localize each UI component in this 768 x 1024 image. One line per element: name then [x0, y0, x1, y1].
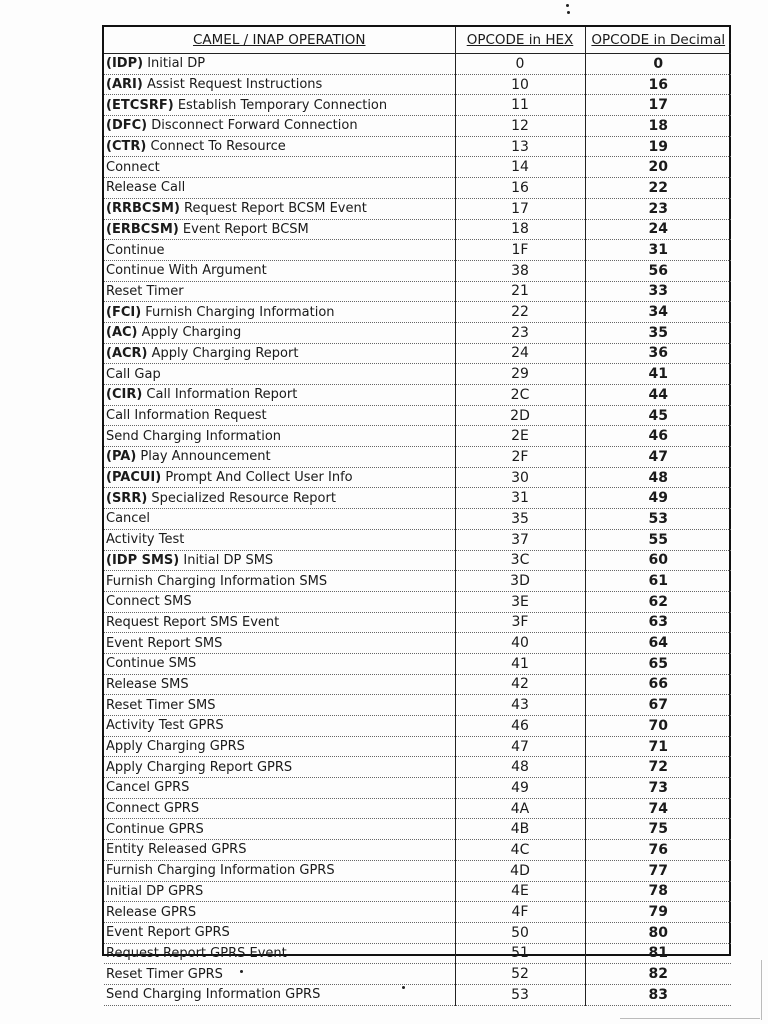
- operation-name: Apply Charging: [141, 325, 242, 341]
- opcode-decimal-cell: 64: [585, 633, 731, 654]
- opcode-decimal-cell: 78: [585, 881, 731, 902]
- opcode-hex-cell: 12: [455, 116, 585, 137]
- operation-cell: [104, 860, 455, 881]
- opcode-hex-cell: 10: [455, 74, 585, 95]
- opcode-decimal-cell: 76: [585, 840, 731, 861]
- table-row: [104, 509, 731, 530]
- table-row: [104, 591, 731, 612]
- operation-cell: [104, 674, 455, 695]
- operation-name: Reset Timer GPRS: [106, 966, 223, 982]
- opcode-decimal-cell: 74: [585, 798, 731, 819]
- opcode-decimal-cell: 20: [585, 157, 731, 178]
- operation-cell: [104, 550, 455, 571]
- opcode-decimal-cell: 70: [585, 716, 731, 737]
- operation-cell: [104, 116, 455, 137]
- table-row: [104, 136, 731, 157]
- opcode-hex-cell: 23: [455, 322, 585, 343]
- operation-cell: [104, 178, 455, 199]
- table-row: [104, 798, 731, 819]
- table-row: [104, 405, 731, 426]
- table-row: [104, 488, 731, 509]
- opcode-decimal-cell: 62: [585, 591, 731, 612]
- opcode-table-frame: [102, 25, 731, 1003]
- operation-cell: [104, 819, 455, 840]
- opcode-decimal-cell: 22: [585, 178, 731, 199]
- operation-name: Prompt And Collect User Info: [165, 470, 353, 486]
- operation-cell: [104, 364, 455, 385]
- opcode-hex-cell: 40: [455, 633, 585, 654]
- operation-cell: [104, 198, 455, 219]
- operation-cell: [104, 943, 455, 964]
- operation-name: Send Charging Information GPRS: [106, 987, 321, 1003]
- operation-cell: [104, 633, 455, 654]
- opcode-hex-cell: 38: [455, 260, 585, 281]
- opcode-hex-cell: 4C: [455, 840, 585, 861]
- operation-name: Cancel GPRS: [106, 780, 190, 796]
- table-row: [104, 240, 731, 261]
- table-header-row: [104, 27, 731, 54]
- opcode-decimal-cell: 44: [585, 385, 731, 406]
- operation-name: Continue With Argument: [106, 263, 267, 279]
- operation-name: Release Call: [106, 180, 186, 196]
- opcode-hex-cell: 47: [455, 736, 585, 757]
- opcode-hex-cell: 35: [455, 509, 585, 530]
- operation-name: Initial DP GPRS: [106, 883, 204, 899]
- operation-cell: [104, 447, 455, 468]
- operation-cell: [104, 405, 455, 426]
- operation-name: Request Report SMS Event: [106, 614, 280, 630]
- table-row: [104, 364, 731, 385]
- scan-speck: [567, 11, 570, 14]
- operation-cell: [104, 840, 455, 861]
- page-edge-bottom: [620, 1018, 760, 1019]
- opcode-decimal-cell: 79: [585, 902, 731, 923]
- table-row: [104, 653, 731, 674]
- opcode-hex-cell: 4F: [455, 902, 585, 923]
- operation-name: Initial DP: [147, 56, 206, 72]
- operation-name: Event Report SMS: [106, 635, 223, 651]
- opcode-hex-cell: 2E: [455, 426, 585, 447]
- operation-name: Initial DP SMS: [183, 552, 274, 568]
- opcode-hex-cell: 0: [455, 54, 585, 75]
- operation-name: Activity Test: [106, 532, 185, 548]
- opcode-decimal-cell: 24: [585, 219, 731, 240]
- operation-cell: [104, 95, 455, 116]
- opcode-decimal-cell: 53: [585, 509, 731, 530]
- operation-cell: [104, 302, 455, 323]
- operation-name: Disconnect Forward Connection: [151, 118, 358, 134]
- opcode-hex-cell: 3E: [455, 591, 585, 612]
- table-row: [104, 95, 731, 116]
- opcode-hex-cell: 49: [455, 778, 585, 799]
- operation-cell: [104, 571, 455, 592]
- opcode-decimal-cell: 18: [585, 116, 731, 137]
- opcode-hex-cell: 1F: [455, 240, 585, 261]
- opcode-hex-cell: 3F: [455, 612, 585, 633]
- table-row: [104, 157, 731, 178]
- operation-name: Furnish Charging Information SMS: [106, 573, 328, 589]
- table-row: [104, 716, 731, 737]
- table-row: [104, 447, 731, 468]
- table-row: [104, 778, 731, 799]
- opcode-decimal-cell: 67: [585, 695, 731, 716]
- operation-name: Connect SMS: [106, 594, 192, 610]
- operation-name: Call Information Report: [146, 387, 298, 403]
- table-row: [104, 260, 731, 281]
- operation-name: Entity Released GPRS: [106, 842, 247, 858]
- operation-name: Apply Charging Report GPRS: [106, 759, 293, 775]
- opcode-decimal-cell: 65: [585, 653, 731, 674]
- table-row: [104, 922, 731, 943]
- table-row: [104, 633, 731, 654]
- operation-abbreviation: (FCI): [106, 304, 142, 320]
- operation-name: Call Gap: [106, 366, 161, 382]
- operation-abbreviation: (PA): [106, 449, 137, 465]
- table-row: [104, 302, 731, 323]
- opcode-hex-cell: 3D: [455, 571, 585, 592]
- table-row: [104, 860, 731, 881]
- opcode-decimal-cell: 41: [585, 364, 731, 385]
- header-opcode-hex: OPCODE in HEX: [455, 27, 585, 54]
- operation-name: Connect GPRS: [106, 801, 200, 817]
- operation-cell: [104, 54, 455, 75]
- operation-cell: [104, 736, 455, 757]
- operation-name: Reset Timer SMS: [106, 697, 216, 713]
- opcode-hex-cell: 53: [455, 984, 585, 1005]
- operation-cell: [104, 260, 455, 281]
- opcode-hex-cell: 2C: [455, 385, 585, 406]
- operation-name: Assist Request Instructions: [146, 77, 323, 93]
- page-edge-right: [761, 960, 762, 1020]
- operation-abbreviation: (IDP SMS): [106, 552, 180, 568]
- table-row: [104, 54, 731, 75]
- table-row: [104, 881, 731, 902]
- table-row: [104, 281, 731, 302]
- opcode-hex-cell: 4A: [455, 798, 585, 819]
- opcode-decimal-cell: 45: [585, 405, 731, 426]
- opcode-decimal-cell: 81: [585, 943, 731, 964]
- table-row: [104, 571, 731, 592]
- operation-cell: [104, 136, 455, 157]
- operation-abbreviation: (RRBCSM): [106, 201, 180, 217]
- opcode-decimal-cell: 75: [585, 819, 731, 840]
- opcode-decimal-cell: 83: [585, 984, 731, 1005]
- operation-cell: [104, 322, 455, 343]
- operation-cell: [104, 509, 455, 530]
- operation-cell: [104, 529, 455, 550]
- table-row: [104, 178, 731, 199]
- operation-name: Send Charging Information: [106, 428, 282, 444]
- opcode-decimal-cell: 36: [585, 343, 731, 364]
- table-row: [104, 674, 731, 695]
- opcode-decimal-cell: 72: [585, 757, 731, 778]
- operation-name: Cancel: [106, 511, 151, 527]
- operation-name: Play Announcement: [140, 449, 271, 465]
- operation-name: Call Information Request: [106, 408, 267, 424]
- operation-cell: [104, 902, 455, 923]
- table-row: [104, 343, 731, 364]
- operation-name: Request Report GPRS Event: [106, 945, 287, 961]
- table-row: [104, 219, 731, 240]
- table-row: [104, 529, 731, 550]
- opcode-decimal-cell: 34: [585, 302, 731, 323]
- opcode-table: [104, 27, 731, 1006]
- table-row: [104, 74, 731, 95]
- opcode-hex-cell: 43: [455, 695, 585, 716]
- operation-cell: [104, 881, 455, 902]
- opcode-decimal-cell: 23: [585, 198, 731, 219]
- opcode-hex-cell: 21: [455, 281, 585, 302]
- operation-name: Continue: [106, 242, 165, 258]
- operation-cell: [104, 757, 455, 778]
- operation-name: Connect To Resource: [150, 139, 286, 155]
- operation-abbreviation: (CTR): [106, 139, 147, 155]
- operation-abbreviation: (ETCSRF): [106, 97, 174, 113]
- operation-name: Event Report BCSM: [182, 221, 309, 237]
- operation-cell: [104, 467, 455, 488]
- opcode-decimal-cell: 60: [585, 550, 731, 571]
- opcode-hex-cell: 31: [455, 488, 585, 509]
- opcode-hex-cell: 29: [455, 364, 585, 385]
- opcode-decimal-cell: 16: [585, 74, 731, 95]
- opcode-hex-cell: 4D: [455, 860, 585, 881]
- operation-cell: [104, 240, 455, 261]
- opcode-hex-cell: 24: [455, 343, 585, 364]
- operation-name: Continue SMS: [106, 656, 197, 672]
- operation-cell: [104, 488, 455, 509]
- operation-cell: [104, 653, 455, 674]
- opcode-decimal-cell: 46: [585, 426, 731, 447]
- opcode-hex-cell: 50: [455, 922, 585, 943]
- operation-cell: [104, 798, 455, 819]
- opcode-hex-cell: 37: [455, 529, 585, 550]
- operation-cell: [104, 984, 455, 1005]
- operation-name: Establish Temporary Connection: [177, 97, 388, 113]
- table-row: [104, 198, 731, 219]
- operation-cell: [104, 219, 455, 240]
- operation-cell: [104, 343, 455, 364]
- opcode-hex-cell: 2F: [455, 447, 585, 468]
- operation-cell: [104, 964, 455, 985]
- header-opcode-decimal: OPCODE in Decimal: [585, 27, 731, 54]
- opcode-hex-cell: 42: [455, 674, 585, 695]
- table-row: [104, 736, 731, 757]
- operation-cell: [104, 716, 455, 737]
- table-row: [104, 964, 731, 985]
- table-row: [104, 426, 731, 447]
- opcode-decimal-cell: 35: [585, 322, 731, 343]
- operation-cell: [104, 591, 455, 612]
- opcode-hex-cell: 2D: [455, 405, 585, 426]
- opcode-hex-cell: 16: [455, 178, 585, 199]
- opcode-decimal-cell: 19: [585, 136, 731, 157]
- operation-name: Apply Charging GPRS: [106, 739, 245, 755]
- opcode-decimal-cell: 0: [585, 54, 731, 75]
- operation-name: Connect: [106, 159, 160, 175]
- opcode-hex-cell: 4E: [455, 881, 585, 902]
- opcode-hex-cell: 11: [455, 95, 585, 116]
- opcode-hex-cell: 22: [455, 302, 585, 323]
- operation-cell: [104, 612, 455, 633]
- operation-cell: [104, 385, 455, 406]
- operation-name: Release SMS: [106, 676, 189, 692]
- table-row: [104, 757, 731, 778]
- table-row: [104, 840, 731, 861]
- operation-abbreviation: (SRR): [106, 490, 148, 506]
- opcode-hex-cell: 46: [455, 716, 585, 737]
- opcode-hex-cell: 48: [455, 757, 585, 778]
- opcode-hex-cell: 41: [455, 653, 585, 674]
- operation-abbreviation: (ARI): [106, 77, 143, 93]
- opcode-decimal-cell: 17: [585, 95, 731, 116]
- header-operation: CAMEL / INAP OPERATION: [104, 27, 455, 54]
- opcode-decimal-cell: 71: [585, 736, 731, 757]
- table-row: [104, 322, 731, 343]
- table-row: [104, 612, 731, 633]
- operation-name: Request Report BCSM Event: [184, 201, 367, 217]
- opcode-hex-cell: 13: [455, 136, 585, 157]
- table-row: [104, 943, 731, 964]
- opcode-decimal-cell: 63: [585, 612, 731, 633]
- table-row: [104, 385, 731, 406]
- opcode-decimal-cell: 77: [585, 860, 731, 881]
- opcode-hex-cell: 51: [455, 943, 585, 964]
- operation-abbreviation: (AC): [106, 325, 138, 341]
- operation-cell: [104, 778, 455, 799]
- table-row: [104, 984, 731, 1005]
- opcode-hex-cell: 18: [455, 219, 585, 240]
- operation-name: Event Report GPRS: [106, 925, 230, 941]
- table-row: [104, 550, 731, 571]
- operation-name: Furnish Charging Information GPRS: [106, 863, 335, 879]
- opcode-decimal-cell: 47: [585, 447, 731, 468]
- table-row: [104, 116, 731, 137]
- operation-cell: [104, 281, 455, 302]
- opcode-decimal-cell: 56: [585, 260, 731, 281]
- operation-name: Apply Charging Report: [151, 345, 299, 361]
- opcode-hex-cell: 52: [455, 964, 585, 985]
- opcode-hex-cell: 30: [455, 467, 585, 488]
- opcode-decimal-cell: 48: [585, 467, 731, 488]
- operation-abbreviation: (PACUI): [106, 470, 162, 486]
- opcode-decimal-cell: 73: [585, 778, 731, 799]
- opcode-decimal-cell: 55: [585, 529, 731, 550]
- table-row: [104, 467, 731, 488]
- scan-speck: [566, 4, 569, 7]
- operation-cell: [104, 695, 455, 716]
- opcode-decimal-cell: 61: [585, 571, 731, 592]
- table-row: [104, 695, 731, 716]
- operation-abbreviation: (CIR): [106, 387, 143, 403]
- operation-cell: [104, 922, 455, 943]
- opcode-hex-cell: 3C: [455, 550, 585, 571]
- operation-name: Activity Test GPRS: [106, 718, 224, 734]
- operation-name: Reset Timer: [106, 283, 184, 299]
- opcode-decimal-cell: 80: [585, 922, 731, 943]
- opcode-hex-cell: 17: [455, 198, 585, 219]
- operation-abbreviation: (IDP): [106, 56, 144, 72]
- operation-abbreviation: (ACR): [106, 345, 148, 361]
- operation-abbreviation: (ERBCSM): [106, 221, 179, 237]
- operation-name: Continue GPRS: [106, 821, 204, 837]
- table-row: [104, 819, 731, 840]
- opcode-hex-cell: 4B: [455, 819, 585, 840]
- operation-abbreviation: (DFC): [106, 118, 148, 134]
- table-body: [104, 54, 731, 1006]
- table-row: [104, 902, 731, 923]
- operation-name: Specialized Resource Report: [151, 490, 336, 506]
- opcode-decimal-cell: 66: [585, 674, 731, 695]
- opcode-decimal-cell: 33: [585, 281, 731, 302]
- opcode-hex-cell: 14: [455, 157, 585, 178]
- operation-cell: [104, 157, 455, 178]
- opcode-decimal-cell: 82: [585, 964, 731, 985]
- operation-cell: [104, 426, 455, 447]
- opcode-decimal-cell: 31: [585, 240, 731, 261]
- operation-name: Furnish Charging Information: [145, 304, 335, 320]
- operation-cell: [104, 74, 455, 95]
- operation-name: Release GPRS: [106, 904, 197, 920]
- opcode-decimal-cell: 49: [585, 488, 731, 509]
